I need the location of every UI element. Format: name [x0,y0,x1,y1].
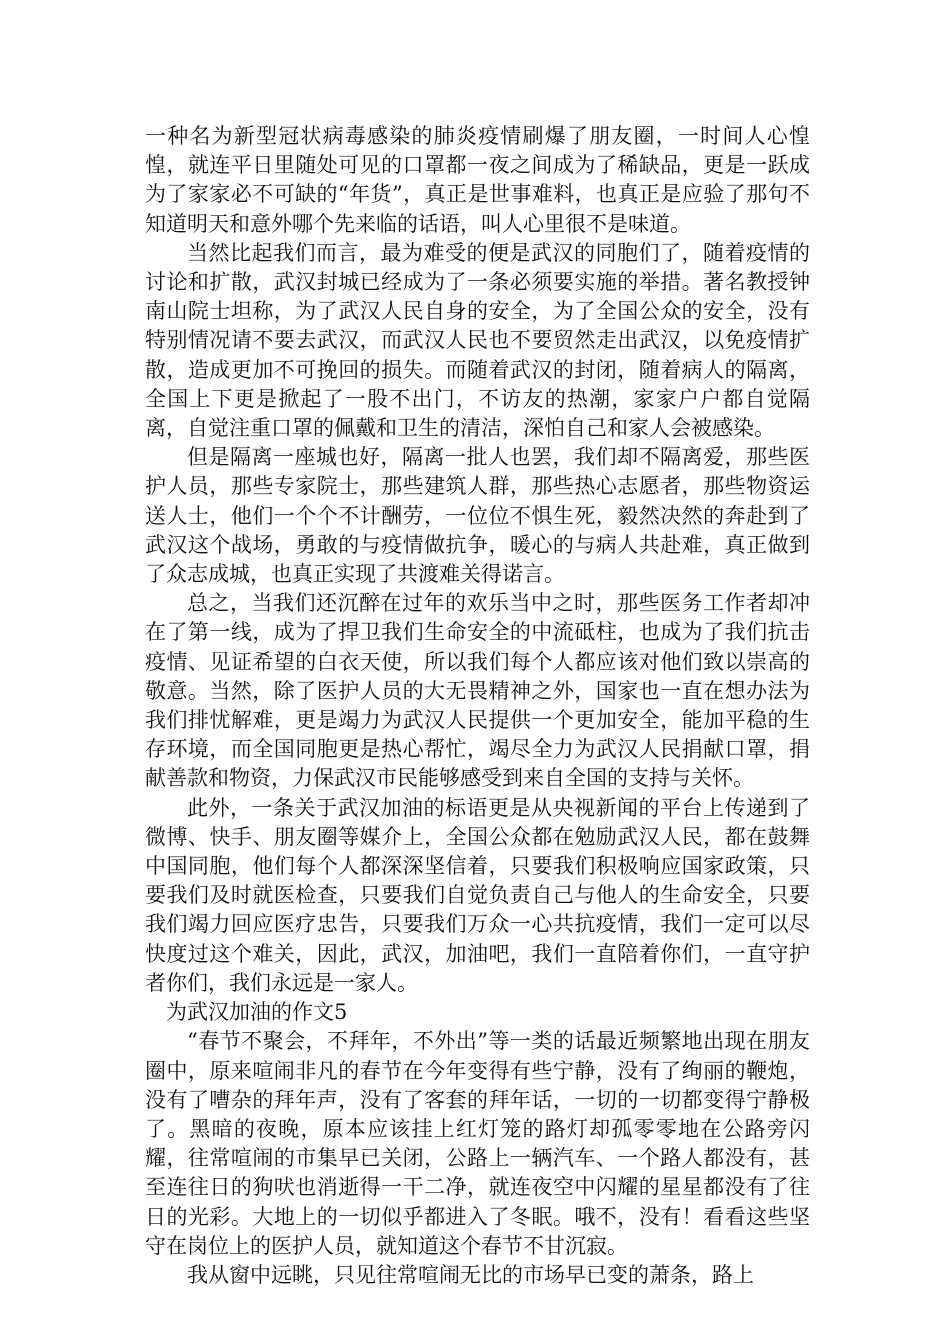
paragraph-5: 此外，一条关于武汉加油的标语更是从央视新闻的平台上传递到了微博、快手、朋友圈等媒介上，全国公众都在勉励武汉人民，都在鼓舞中国同胞，他们每个人都深深坚信着，只要我们积极响应国家政策，只要我们及时就医检查，只要我们自觉负责自己与他人的生命安全，只要我们竭力回应医疗忠告，只要我们万众一心共抗疫情，我们一定可以尽快度过这个难关，因此，武汉，加油吧，我们一直陪着你们，一直守护者你们，我们永远是一家人。 [145,795,810,995]
paragraph-4: 总之，当我们还沉醉在过年的欢乐当中之时，那些医务工作者却冲在了第一线，成为了捍卫我们生命安全的中流砥柱，也成为了我们抗击疫情、见证希望的白衣天使，所以我们每个人都应该对他们致以崇高的敬意。当然，除了医护人员的大无畏精神之外，国家也一直在想办法为我们排忧解难，更是竭力为武汉人民提供一个更加安全，能加平稳的生存环境，而全国同胞更是热心帮忙，竭尽全力为武汉人民捐献口罩，捐献善款和物资，力保武汉市民能够感受到来自全国的支持与关怀。 [145,591,810,791]
document-body [145,122,810,1290]
paragraph-2: 当然比起我们而言，最为难受的便是武汉的同胞们了，随着疫情的讨论和扩散，武汉封城已经成为了一条必须要实施的举措。著名教授钟南山院士坦称，为了武汉人民自身的安全，为了全国公众的安全，没有特别情况请不要去武汉，而武汉人民也不要贸然走出武汉，以免疫情扩散，造成更加不可挽回的损失。而随着武汉的封闭，随着病人的隔离，全国上下更是掀起了一股不出门，不访友的热潮，家家户户都自觉隔离，自觉注重口罩的佩戴和卫生的清洁，深怕自己和家人会被感染。 [145,240,810,441]
section-heading: 为武汉加油的作文5 [166,1000,348,1025]
paragraph-3: 但是隔离一座城也好，隔离一批人也罢，我们却不隔离爱，那些医护人员，那些专家院士，那些建筑人群，那些热心志愿者，那些物资运送人士，他们一个个不计酬劳，一位位不惧生死，毅然决然的奔赴到了武汉这个战场，勇敢的与疫情做抗争，暖心的与病人共赴难，真正做到了众志成城，也真正实现了共渡难关得诺言。 [145,445,810,587]
paragraph-1: 一种名为新型冠状病毒感染的肺炎疫情刷爆了朋友圈，一时间人心惶惶，就连平日里随处可见的口罩都一夜之间成为了稀缺品，更是一跃成为了家家必不可缺的“年货”，真正是世事难料，也真正是应验了那句不知道明天和意外哪个先来临的话语，叫人心里很不是味道。 [145,124,810,236]
paragraph-6: “春节不聚会，不拜年，不外出”等一类的话最近频繁地出现在朋友圈中，原来喧闹非凡的春节在今年变得有些宁静，没有了绚丽的鞭炮，没有了嘈杂的拜年声，没有了客套的拜年话，一切的一切都变得宁静极了。黑暗的夜晚，原本应该挂上红灯笼的路灯却孤零零地在公路旁闪耀，往常喧闹的市集早已关闭，公路上一辆汽车、一个路人都没有，甚至连往日的狗吠也消逝得一干二净，就连夜空中闪耀的星星都没有了往日的光彩。大地上的一切似乎都进入了冬眠。哦不，没有！看看这些坚守在岗位上的医护人员，就知道这个春节不甘沉寂。 [145,1029,810,1258]
paragraph-7: 我从窗中远眺，只见往常喧闹无比的市场早已变的萧条，路上 [187,1262,754,1287]
